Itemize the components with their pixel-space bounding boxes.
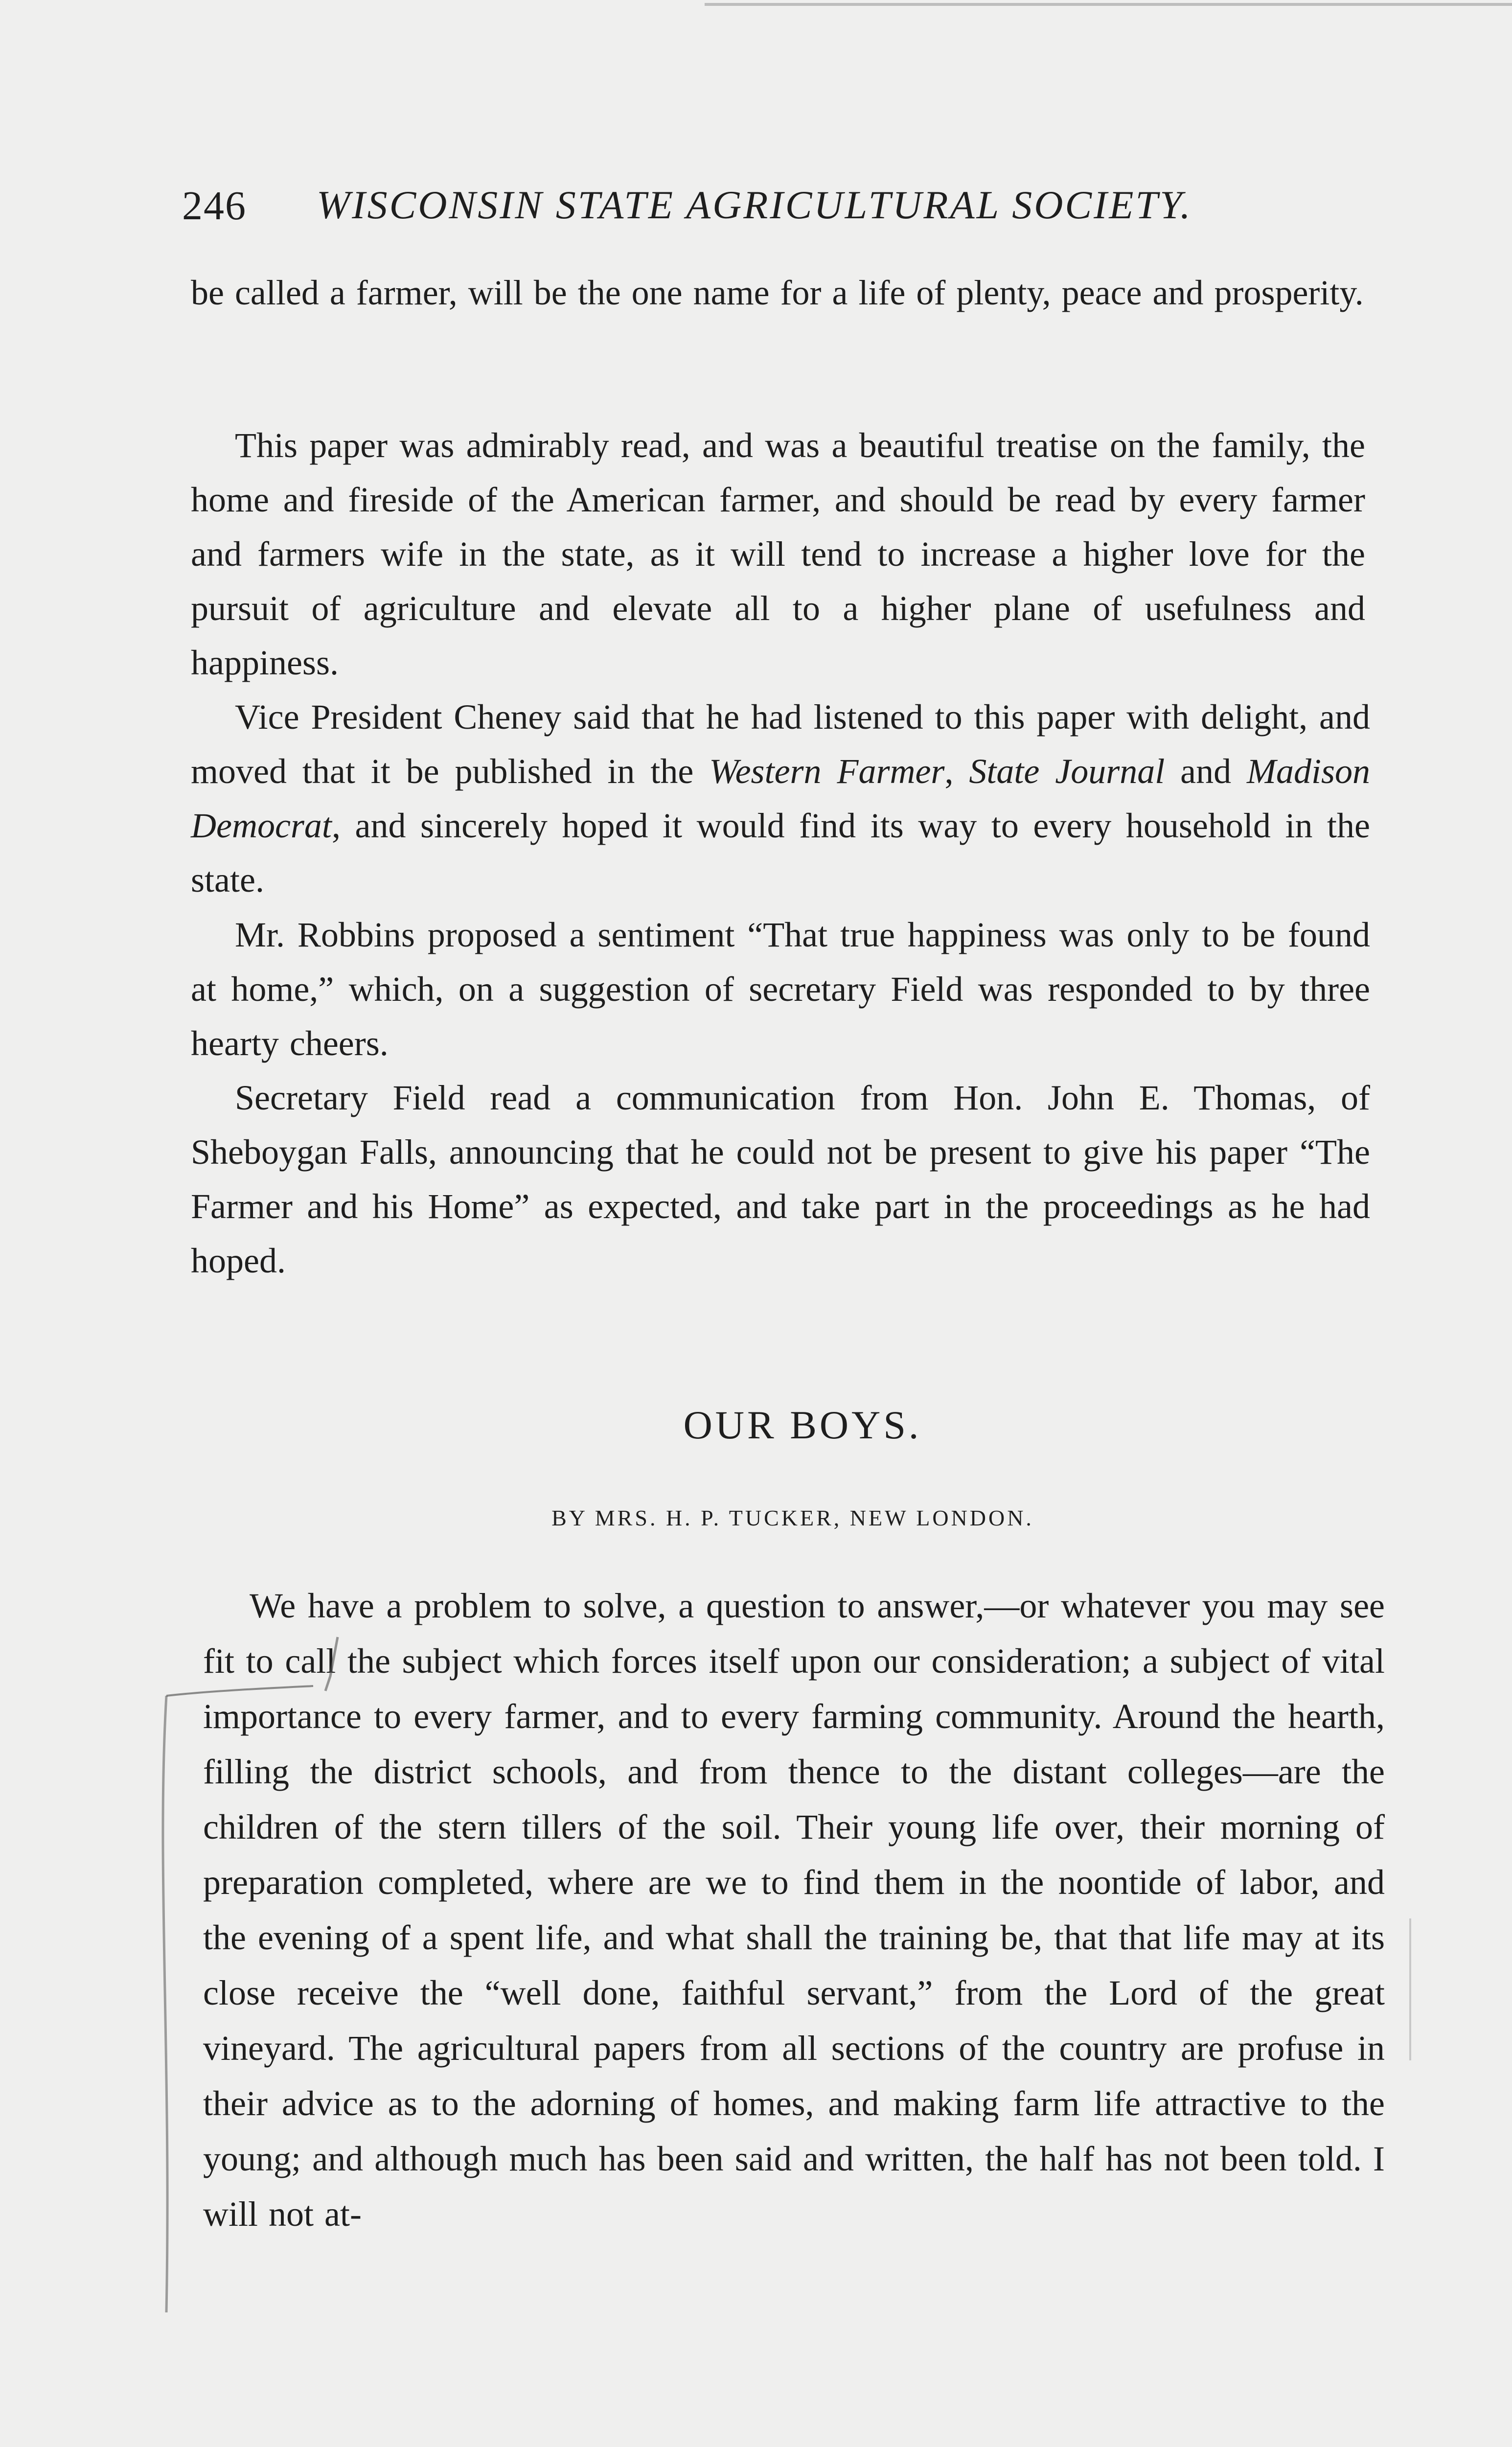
- paragraph-continuation: be called a farmer, will be the one name for a life of plenty, peace and prosperity.: [191, 273, 1364, 312]
- article-opening-paragraph: We have a problem to solve, a question to answer,—or whatever you may see fit to call the subject which forces itself upon our consideration; a subject of vital importance to every farmer, and to every farming community. Around the hearth, filling the district schools, and from thence to the distant colleges—are the children of the stern tillers of the soil. Their young life over, their morning of preparation completed, where are we to find them in the noontide of labor, and the evening of a spent life, and what shall the training be, that that life may at its close receive the “well done, faithful servant,” from the Lord of the great vineyard. The agricultural papers from all sections of the country are profuse in their advice as to the adorning of homes, and making farm life attractive to the young; and although much has been said and written, the half has not been told. I will not at-: [203, 1586, 1385, 2234]
- top-edge-rule: [705, 3, 1512, 6]
- margin-line: [1409, 1918, 1411, 2060]
- cheney-text-after: , and sincerely hoped it would find its way to every household in the state.: [191, 806, 1370, 900]
- paragraph-robbins-sentiment: Mr. Robbins proposed a sentiment “That true happiness was only to be found at home,” which, on a suggestion of secretary Field was responded to by three hearty cheers.: [191, 915, 1370, 1063]
- paragraph-field-communication: Secretary Field read a communication from Hon. John E. Thomas, of Sheboygan Falls, announcing that he could not be present to give his paper “The Farmer and his Home” as expected, and take part in the proceedings as he had hoped.: [191, 1078, 1370, 1280]
- handwritten-margin-mark: [137, 1617, 480, 2352]
- running-title: WISCONSIN STATE AGRICULTURAL SOCIETY.: [317, 183, 1192, 227]
- page-number: 246: [182, 183, 247, 229]
- paragraph-paper-review: This paper was admirably read, and was a beautiful treatise on the family, the home and fireside of the American farmer, and should be read by every farmer and farmers wife in the state, as it will tend to increase a higher love for the pursuit of agriculture and elevate all to a higher plane of usefulness and happiness.: [191, 426, 1365, 682]
- publication-state-journal: State Journal: [969, 752, 1165, 791]
- paragraph-cheney-motion: [191, 690, 1370, 907]
- running-head: [182, 182, 1405, 236]
- cheney-text-before: Vice President Cheney said that he had listened to this paper with delight, and moved that it be published in the: [191, 697, 1370, 791]
- article-byline: BY MRS. H. P. TUCKER, NEW LONDON.: [551, 1505, 1034, 1530]
- cheney-separator-2: and: [1165, 752, 1247, 791]
- publication-madison-democrat: Madison Democrat: [191, 752, 1371, 845]
- article-title: OUR BOYS.: [683, 1403, 922, 1447]
- publication-western-farmer: Western Farmer: [709, 752, 945, 791]
- cheney-separator-1: ,: [944, 752, 969, 791]
